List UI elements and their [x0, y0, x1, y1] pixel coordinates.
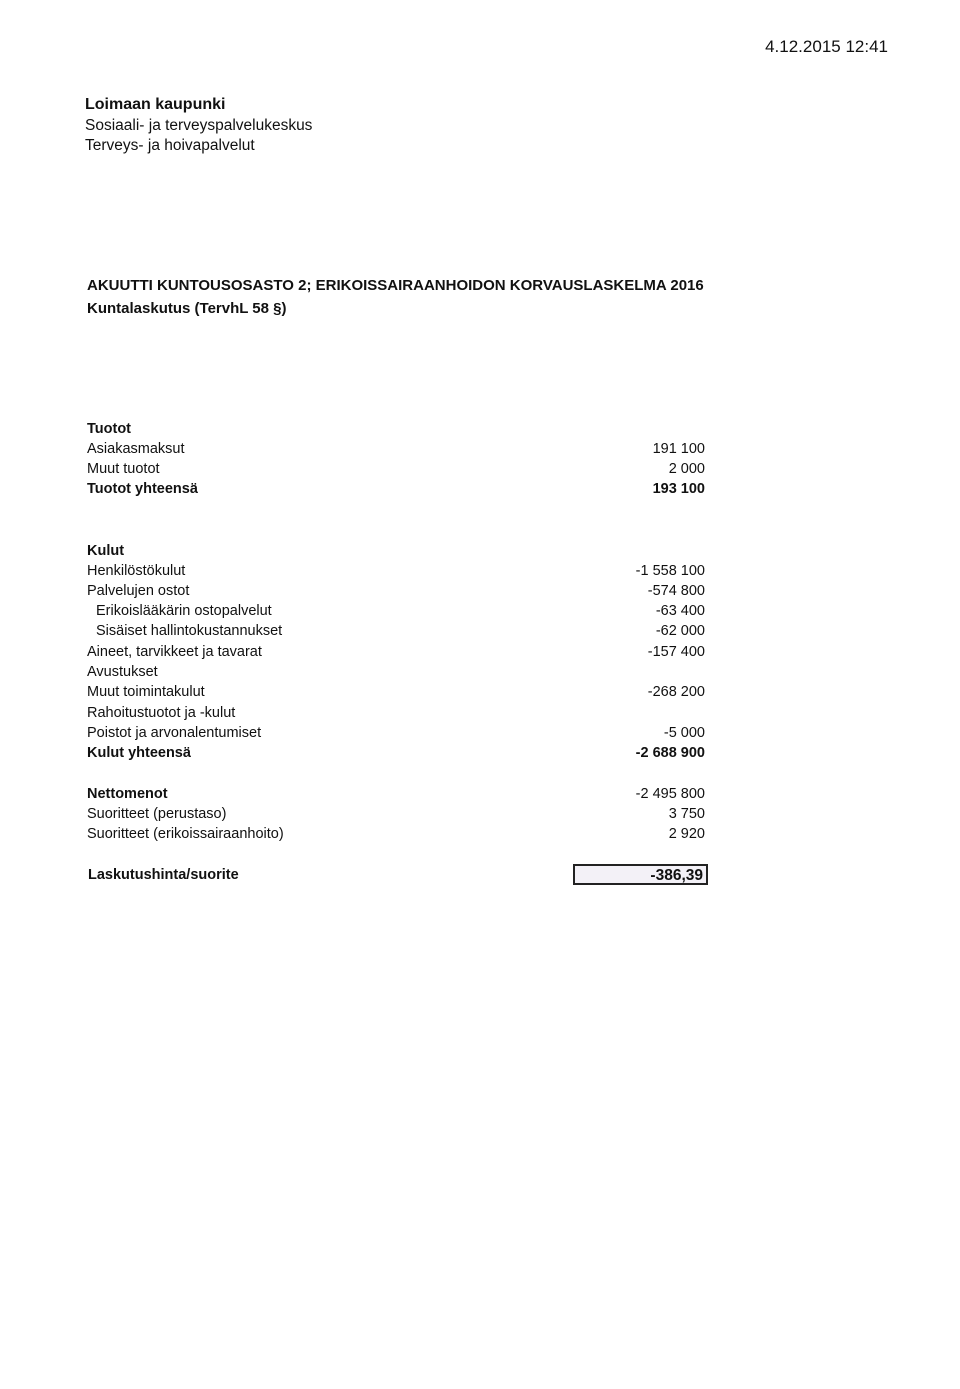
expense-row: [87, 705, 707, 725]
income-value: 191 100: [652, 441, 705, 457]
expense-row: [87, 644, 707, 664]
organization-department: Sosiaali- ja terveyspalvelukeskus: [85, 117, 313, 134]
organization-name: Loimaan kaupunki: [85, 96, 226, 113]
expense-sublabel: Erikoislääkärin ostopalvelut: [96, 603, 272, 619]
expense-value: -5 000: [663, 725, 705, 741]
income-label: Muut tuotot: [87, 461, 160, 477]
income-heading: Tuotot: [87, 421, 132, 437]
expense-label: Henkilöstökulut: [87, 563, 186, 579]
income-total-row: [87, 481, 707, 501]
expense-row: [87, 664, 707, 684]
expense-value: -1 558 100: [635, 563, 705, 579]
income-total-label: Tuotot yhteensä: [87, 481, 198, 497]
expense-label: Rahoitustuotot ja -kulut: [87, 705, 236, 721]
organization-unit: Terveys- ja hoivapalvelut: [85, 137, 255, 154]
expense-value: -63 400: [655, 603, 705, 619]
expense-value: -268 200: [647, 684, 705, 700]
performance-row: [87, 806, 707, 826]
expense-value: -574 800: [647, 583, 705, 599]
expenses-total-label: Kulut yhteensä: [87, 745, 191, 761]
price-per-unit-box: [573, 864, 708, 885]
expenses-total-value: -2 688 900: [635, 745, 705, 761]
expense-row: [87, 583, 707, 603]
income-total-value: 193 100: [652, 481, 705, 497]
income-label: Asiakasmaksut: [87, 441, 185, 457]
income-value: 2 000: [668, 461, 705, 477]
performance-value: 2 920: [668, 826, 705, 842]
expense-label: Muut toimintakulut: [87, 684, 205, 700]
performance-row: [87, 826, 707, 846]
net-expenses-row: [87, 786, 707, 806]
expenses-heading-row: [87, 543, 707, 563]
performance-label: Suoritteet (erikoissairaanhoito): [87, 826, 284, 842]
expense-row: [87, 725, 707, 745]
income-row: [87, 461, 707, 481]
income-row: [87, 441, 707, 461]
print-timestamp: 4.12.2015 12:41: [765, 37, 888, 56]
income-heading-row: [87, 421, 707, 441]
expense-value: -62 000: [655, 623, 705, 639]
expense-subrow: [87, 623, 707, 643]
performance-value: 3 750: [668, 806, 705, 822]
expenses-heading: Kulut: [87, 543, 125, 559]
expense-label: Palvelujen ostot: [87, 583, 190, 599]
net-expenses-label: Nettomenot: [87, 786, 168, 802]
document-title: AKUUTTI KUNTOUSOSASTO 2; ERIKOISSAIRAANHOIDON KORVAUSLASKELMA 2016: [87, 277, 704, 294]
expense-label: Aineet, tarvikkeet ja tavarat: [87, 644, 262, 660]
document-subtitle: Kuntalaskutus (TervhL 58 §): [87, 300, 287, 317]
expense-subrow: [87, 603, 707, 623]
net-expenses-value: -2 495 800: [635, 786, 705, 802]
price-per-unit-label: Laskutushinta/suorite: [88, 867, 239, 883]
performance-label: Suoritteet (perustaso): [87, 806, 227, 822]
expense-label: Avustukset: [87, 664, 158, 680]
expense-label: Poistot ja arvonalentumiset: [87, 725, 262, 741]
expense-sublabel: Sisäiset hallintokustannukset: [96, 623, 283, 639]
price-per-unit-value: -386,39: [650, 867, 703, 884]
expense-row: [87, 563, 707, 583]
expenses-total-row: [87, 745, 707, 765]
expense-value: -157 400: [647, 644, 705, 660]
expense-row: [87, 684, 707, 704]
